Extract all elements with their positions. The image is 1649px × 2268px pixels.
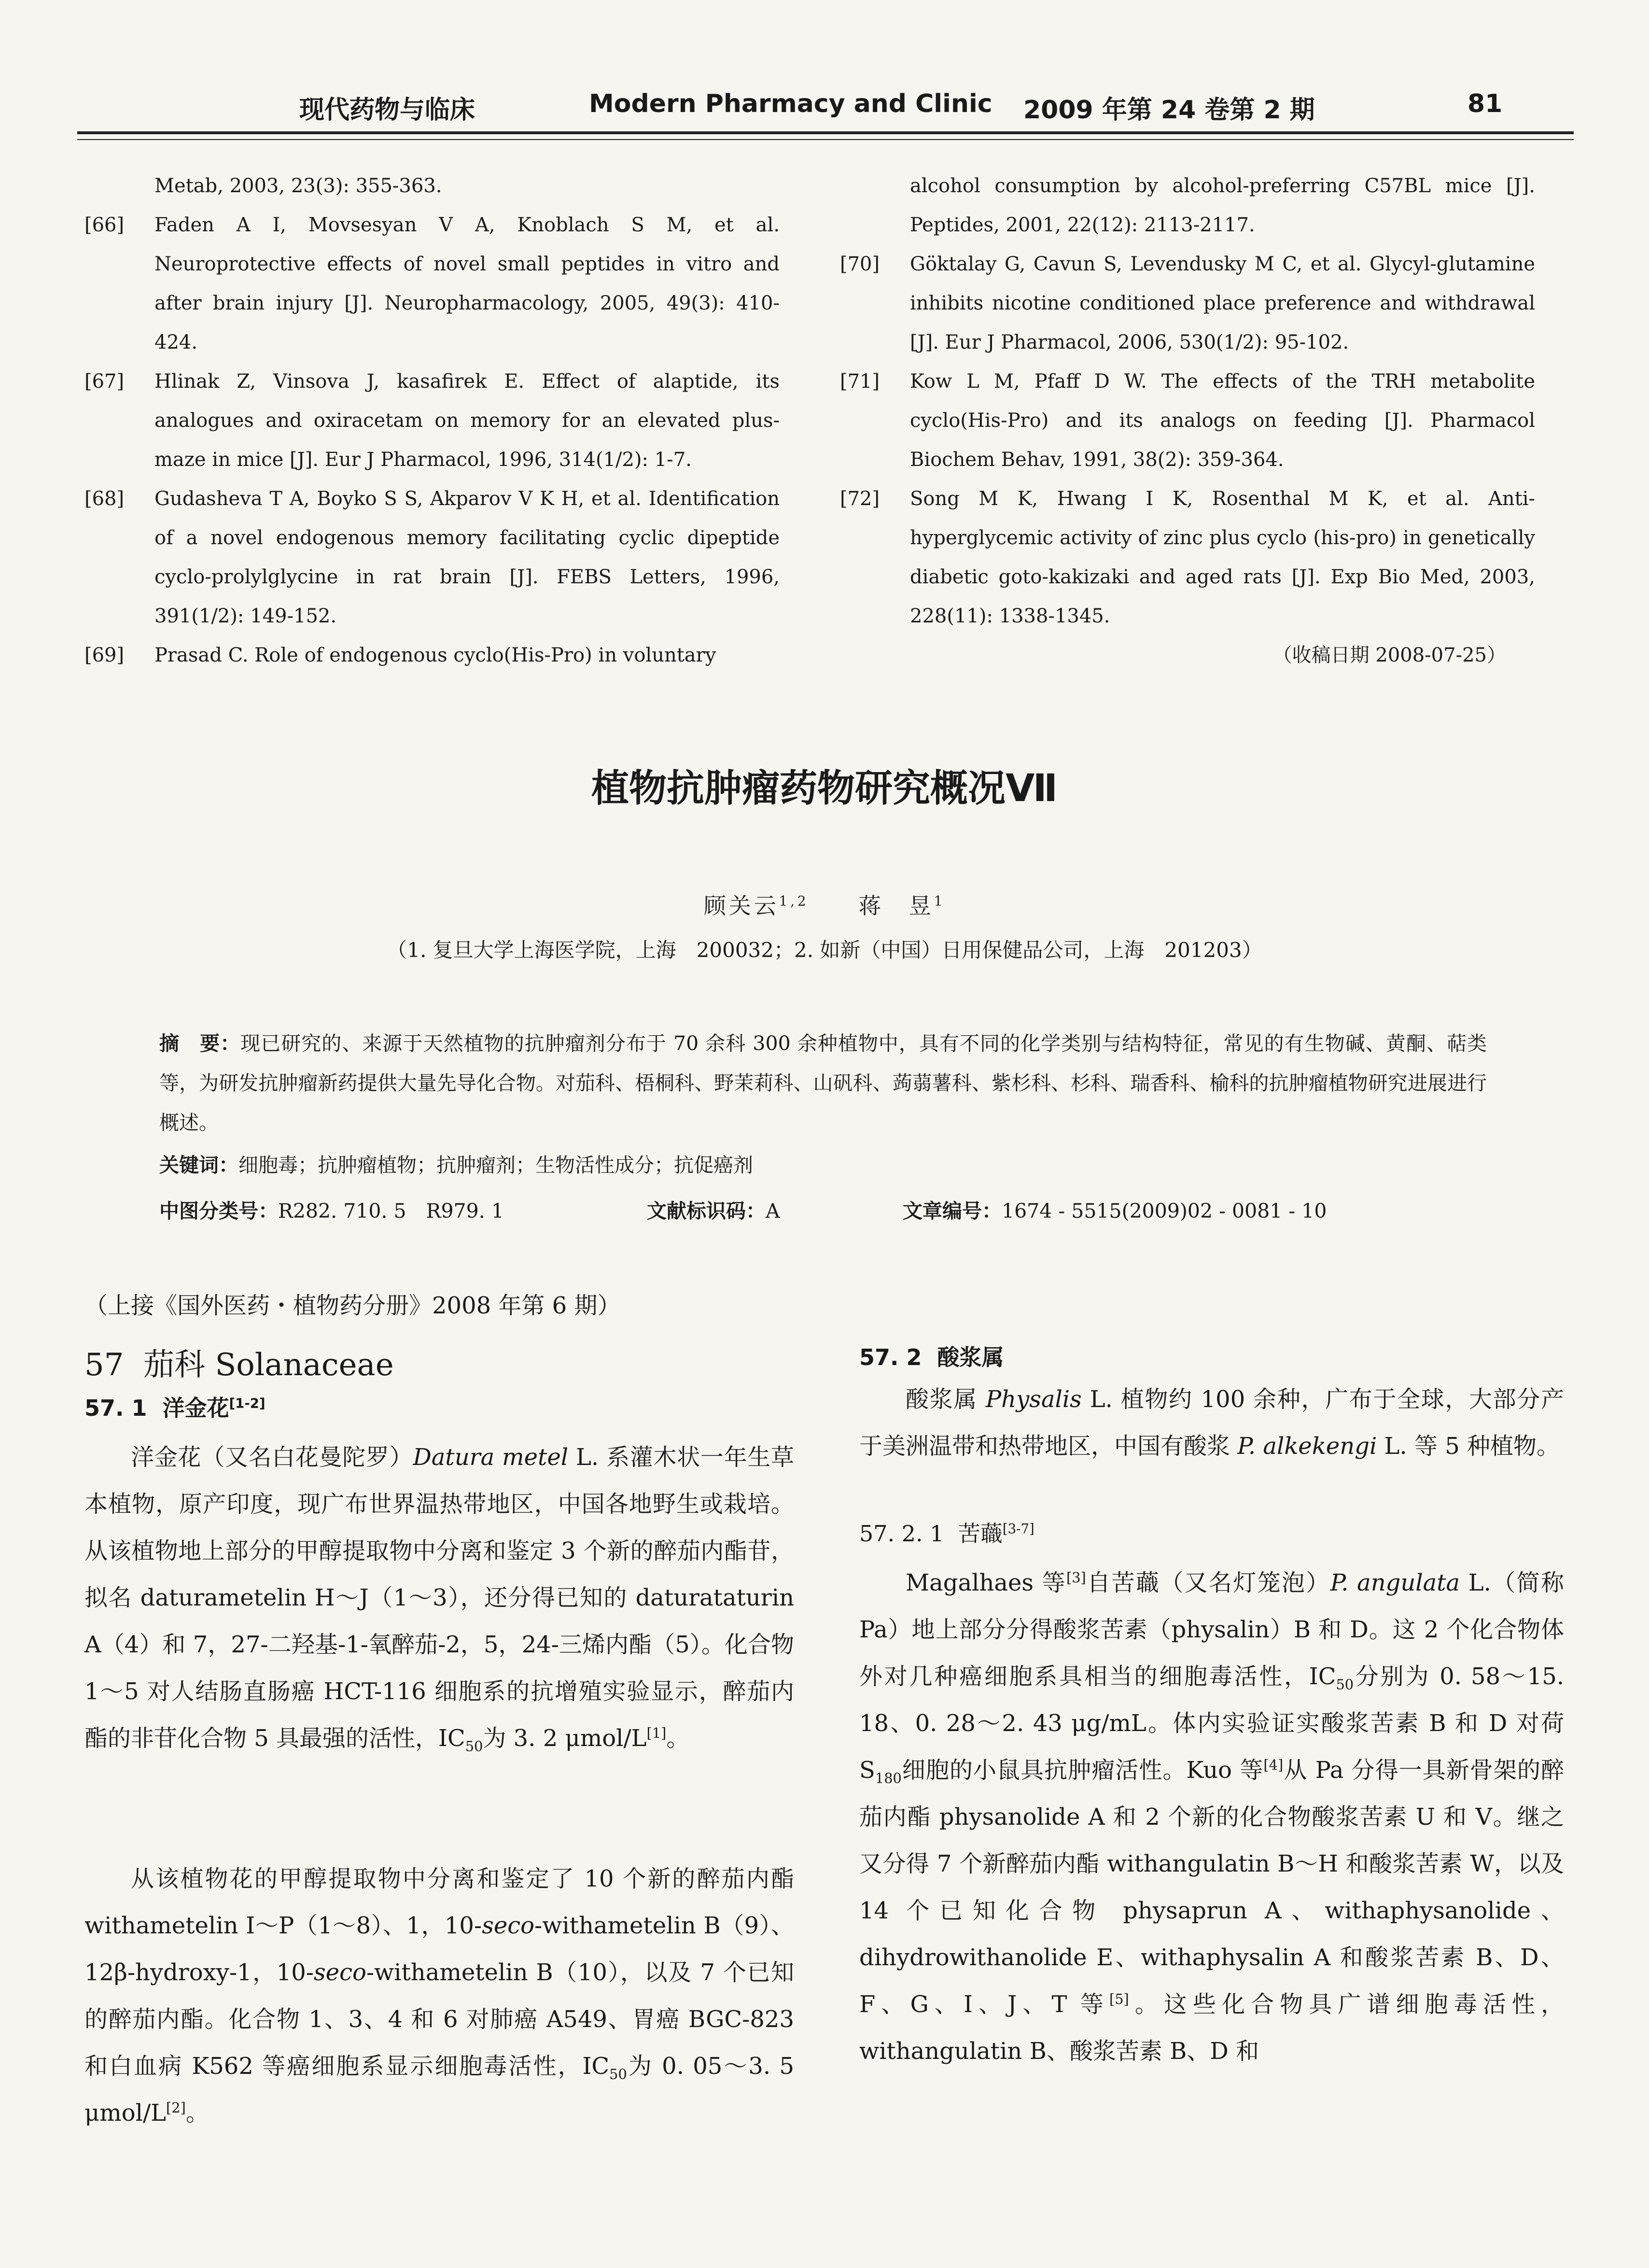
abstract-label: 摘 要： — [159, 1032, 241, 1055]
reference-entry: [67] Hlinak Z, Vinsova J, kasafirek E. Effect of alaptide, its analogues and oxiracetam on memory for an elevated plus-maze in mice [J]. Eur J Pharmacol, 1996, 314(1/2): 1-7. — [84, 370, 780, 471]
author-affiliation-mark: 1,2 — [779, 893, 809, 909]
received-date: （收稿日期 2008-07-25） — [1272, 644, 1506, 666]
page-number: 81 — [1467, 89, 1503, 118]
article-title: 植物抗肿瘤药物研究概况Ⅶ — [591, 767, 1058, 810]
header-rule-thin — [77, 139, 1574, 140]
issue-info: 2009 年第 24 卷第 2 期 — [1023, 96, 1315, 125]
continued-note: （上接《国外医药・植物药分册》2008 年第 6 期） — [84, 1292, 621, 1319]
journal-name-cn: 现代药物与临床 — [299, 96, 475, 125]
body-paragraph: Magalhaes 等[3]自苦蘵（又名灯笼泡）P. angulata L.（简称 Pa）地上部分分得酸浆苦素（physalin）B 和 D。这 2 个化合物体外对几种癌细胞系具相当的细胞毒活性，$IC_{50}$分别为 0. 58～15. 18、0. 28～2. 43 μg/mL。体内实验证实酸浆苦素 B 和 D 对荷 $S_{180}$细胞的小鼠具抗肿瘤活性。Kuo 等[4]从 Pa 分得一具新骨架的醉茄内酯 physanolide A 和 2 个新的化合物酸浆苦素 U 和 V。继之又分得 7 个新醉茄内酯 withangulatin B～H 和酸浆苦素 W，以及 14 个已知化合物 physaprun A、withaphysanolide、dihydrowithanolide E、withaphysalin A 和酸浆苦素 B、D、F、G、I、J、T 等[5]。这些化合物具广谱细胞毒活性，withangulatin B、酸浆苦素 B、D 和 — [859, 1569, 1564, 2065]
subsubsection-heading: 57. 2. 1 苦蘵[3-7] — [859, 1521, 1034, 1547]
body-paragraph: 酸浆属 Physalis L. 植物约 100 余种，广布于全球，大部分产于美洲温带和热带地区，中国有酸浆 P. alkekengi L. 等 5 种植物。 — [859, 1386, 1564, 1460]
running-header — [77, 89, 1574, 128]
abstract-text: 现已研究的、来源于天然植物的抗肿瘤剂分布于 70 余科 300 余种植物中，具有不同的化学类别与结构特征，常见的有生物碱、黄酮、萜类等，为研发抗肿瘤新药提供大量先导化合物。对茄科、梧桐科、野茉莉科、山矾科、蒟蒻薯科、紫杉科、杉科、瑞香科、榆科的抗肿瘤植物研究进展进行概述。 — [159, 1032, 1487, 1134]
document-code: 文献标识码：A — [647, 1199, 780, 1223]
body-paragraph: 从该植物花的甲醇提取物中分离和鉴定了 10 个新的醉茄内酯 withametelin I～P（1～8）、1，10-seco-withametelin B（9）、12β-hydroxy-1，10-seco-withametelin B（10），以及 7 个已知的醉茄内酯。化合物 1、3、4 和 6 对肺癌 A549、胃癌 BGC-823 和白血病 K562 等癌细胞系显示细胞毒活性，$IC_{50}$为 0. 05～3. 5 μmol/L[2]。 — [84, 1865, 794, 2127]
reference-entry: Metab, 2003, 23(3): 355-363. — [154, 175, 442, 197]
subsection-heading: 57. 1 洋金花[1-2] — [84, 1395, 266, 1421]
keywords-text: 细胞毒；抗肿瘤植物；抗肿瘤剂；生物活性成分；抗促癌剂 — [238, 1154, 753, 1177]
references-right-column — [840, 167, 1535, 675]
author-name: 蒋 昱 — [858, 893, 934, 919]
keywords — [159, 1149, 753, 1178]
header-rule — [77, 131, 1574, 134]
keywords-label: 关键词： — [159, 1154, 238, 1177]
article-number: 文章编号：1674 - 5515(2009)02 - 0081 - 10 — [903, 1199, 1327, 1223]
journal-name-en: Modern Pharmacy and Clinic — [589, 89, 992, 118]
references-left-column — [84, 167, 780, 675]
reference-entry: [70] Göktalay G, Cavun S, Levendusky M C, et al. Glycyl-glutamine inhibits nicotine conditioned place preference and withdrawal [J]. Eur J Pharmacol, 2006, 530(1/2): 95-102. — [840, 253, 1535, 353]
reference-entry: [72] Song M K, Hwang I K, Rosenthal M K, et al. Anti-hyperglycemic activity of zinc plus cyclo (his-pro) in genetically diabetic goto-kakizaki and aged rats [J]. Exp Bio Med, 2003, 228(11): 1338-1345. — [840, 488, 1535, 627]
reference-entry: [68] Gudasheva T A, Boyko S S, Akparov V K H, et al. Identification of a novel endogenous memory facilitating cyclic dipeptide cyclo-prolylglycine in rat brain [J]. FEBS Letters, 1996, 391(1/2): 149-152. — [84, 488, 780, 627]
reference-entry: alcohol consumption by alcohol-preferring C57BL mice [J]. Peptides, 2001, 22(12): 2113-2117. — [910, 175, 1535, 236]
abstract — [159, 1024, 1487, 1142]
clc-number: 中图分类号：R282. 710. 5 R979. 1 — [159, 1199, 504, 1223]
author-affiliation-mark: 1 — [934, 893, 946, 909]
reference-entry: [69] Prasad C. Role of endogenous cyclo(His-Pro) in voluntary — [84, 644, 716, 666]
affiliations: （1. 复旦大学上海医学院，上海 200032；2. 如新（中国）日用保健品公司，上海 201203） — [387, 938, 1262, 962]
subsection-heading: 57. 2 酸浆属 — [859, 1344, 1004, 1370]
reference-entry: [66] Faden A I, Movsesyan V A, Knoblach S M, et al. Neuroprotective effects of novel small peptides in vitro and after brain injury [J]. Neuropharmacology, 2005, 49(3): 410-424. — [84, 214, 780, 353]
reference-entry: [71] Kow L M, Pfaff D W. The effects of the TRH metabolite cyclo(His-Pro) and its analogs on feeding [J]. Pharmacol Biochem Behav, 1991, 38(2): 359-364. — [840, 370, 1535, 471]
author-name: 顾关云 — [703, 893, 779, 919]
section-heading: 57 茄科 Solanaceae — [84, 1347, 394, 1383]
body-paragraph: 洋金花（又名白花曼陀罗）Datura metel L. 系灌木状一年生草本植物，原产印度，现广布世界温热带地区，中国各地野生或栽培。从该植物地上部分的甲醇提取物中分离和鉴定 3 个新的醉茄内酯苷，拟名 daturametelin H～J（1～3），还分得已知的 daturataturin A（4）和 7，27-二羟基-1-氧醉茄-2，5，24-三烯内酯（5）。化合物 1～5 对人结肠直肠癌 HCT-116 细胞系的抗增殖实验显示，醉茄内酯的非苷化合物 5 具最强的活性，$IC_{50}$为 3. 2 μmol/L[1]。 — [84, 1444, 794, 1755]
authors — [0, 888, 1649, 920]
